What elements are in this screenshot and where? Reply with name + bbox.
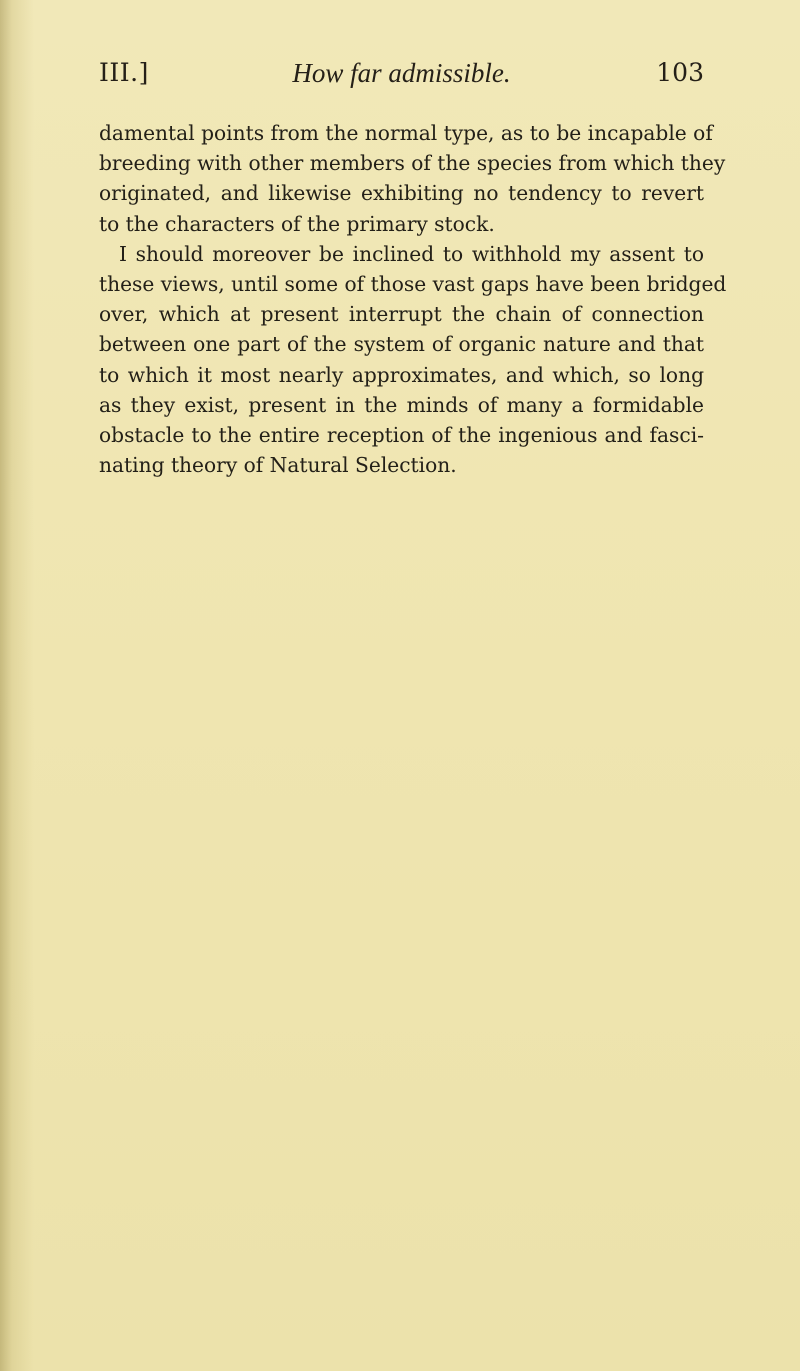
text-line: these views, until some of those vast gaps have been bridged: [99, 271, 727, 296]
text-line: as they exist, present in the minds of many a formidable: [99, 392, 704, 417]
text-line: obstacle to the entire reception of the ingenious and fasci-: [99, 422, 704, 447]
text-line: damental points from the normal type, as to be incapable of: [99, 121, 713, 145]
running-head: [99, 58, 704, 94]
page-number: 103: [656, 58, 704, 87]
paragraph-start-line: I should moreover be inclined to withhold my assent to: [119, 241, 704, 266]
text-line: over, which at present interrupt the chain of connection: [99, 302, 704, 327]
text-line: between one part of the system of organic nature and that: [99, 332, 704, 357]
text-line: breeding with other members of the species from which they: [99, 151, 726, 176]
body-text: [99, 118, 727, 480]
text-line: to which it most nearly approximates, and which, so long: [99, 362, 704, 387]
text-line: nating theory of Natural Selection.: [99, 453, 457, 478]
text-line: to the characters of the primary stock.: [99, 211, 495, 236]
running-title: How far admissible.: [292, 58, 511, 88]
chapter-marker: III.]: [99, 58, 149, 87]
text-line: originated, and likewise exhibiting no tendency to revert: [99, 181, 704, 206]
